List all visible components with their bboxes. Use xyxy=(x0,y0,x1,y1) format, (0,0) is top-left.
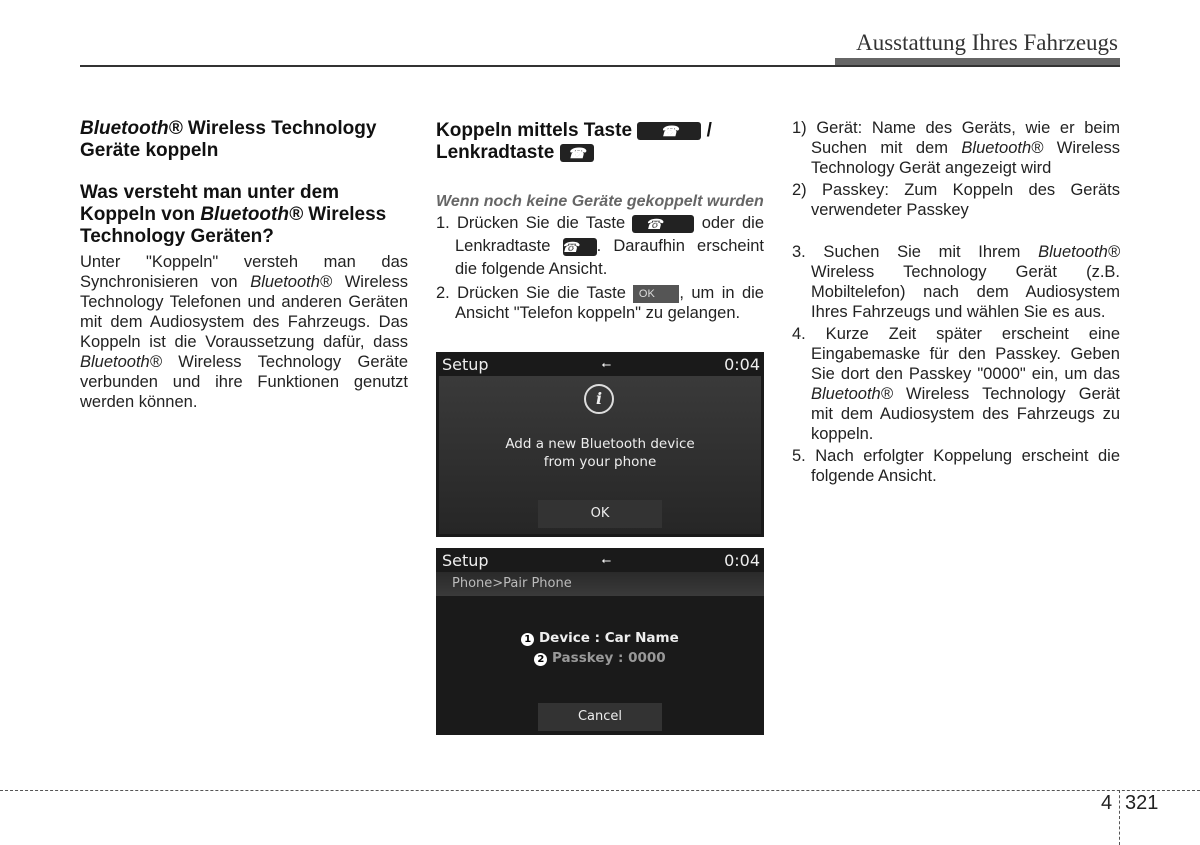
step-5: 5. Nach erfolgter Koppelung erscheint die folgende Ansicht. xyxy=(792,447,1120,485)
paragraph-pairing: Unter "Koppeln" versteh man das Synchronisieren von Bluetooth® Wireless Technology Telefonen und anderen Geräten mit dem Audiosystem des Fahrzeugs. Das Koppeln ist die Voraussetzung dafür, dass Bluetooth® Wireless Technology Geräte verbunden und ihre Funktionen genutzt werden können. xyxy=(80,253,408,411)
step-3: 3. Suchen Sie mit Ihrem Bluetooth® Wireless Technology Gerät (z.B. Mobiltelefon) nach dem Audiosystem Ihres Fahrzeugs und wählen Sie es aus. xyxy=(792,243,1120,321)
right-column xyxy=(792,118,1120,488)
step-4: 4. Kurze Zeit später erscheint eine Eingabemaske für den Passkey. Geben Sie dort den Passkey "0000" ein, um das Bluetooth® Wireless Technology Gerät mit dem Audiosystem des Fahrzeugs zu koppeln. xyxy=(792,325,1120,443)
footer-rule xyxy=(0,790,1200,791)
screen-time: 0:04 xyxy=(724,550,760,570)
steering-phone-key-icon: ☎ xyxy=(560,144,594,162)
phone-key-icon: ☎ xyxy=(637,122,701,140)
usb-icon: ⭠ xyxy=(601,552,612,567)
note-1: 1) Gerät: Name des Geräts, wie er beim Suchen mit dem Bluetooth® Wireless Technology Gerät angezeigt wird xyxy=(792,119,1120,177)
screen-title: Setup xyxy=(442,354,489,374)
subheading-no-devices: Wenn noch keine Geräte gekoppelt wurden xyxy=(436,193,764,210)
header-rule xyxy=(80,65,1120,67)
pairing-info: 1 Device : Car Name 2 Passkey : 0000 xyxy=(436,628,764,668)
marker-1: 1 xyxy=(521,633,534,646)
info-icon: i xyxy=(584,384,614,414)
step-1: 1. Drücken Sie die Taste ☎ oder die Lenkradtaste ☎ . Daraufhin erscheint die folgende Ansicht. xyxy=(436,214,765,278)
steering-phone-key-icon: ☎ xyxy=(563,238,597,256)
add-device-message: Add a new Bluetooth device from your phone xyxy=(505,436,695,470)
ok-button[interactable]: OK xyxy=(538,500,662,528)
ok-key-icon: OK xyxy=(633,285,679,303)
cancel-button[interactable]: Cancel xyxy=(538,703,662,731)
usb-icon: ⭠ xyxy=(601,356,612,371)
middle-column xyxy=(436,120,764,325)
screen-pair-phone xyxy=(436,548,764,735)
note-2: 2) Passkey: Zum Koppeln des Geräts verwendeter Passkey xyxy=(792,181,1120,219)
heading-what-is-pairing: Was versteht man unter dem Koppeln von Bluetooth® Wireless Technology Geräten? xyxy=(80,182,387,247)
page-number: 321 xyxy=(1125,792,1159,814)
chapter-number: 4 xyxy=(1101,792,1113,814)
phone-key-icon: ☎ xyxy=(632,215,694,233)
screen-time: 0:04 xyxy=(724,354,760,374)
heading-pairing: Bluetooth® Wireless Technology Geräte koppeln xyxy=(80,118,377,161)
left-column xyxy=(80,118,408,412)
screen-add-device xyxy=(436,352,764,537)
step-2: 2. Drücken Sie die Taste OK , um in die Ansicht "Telefon koppeln" zu gelangen. xyxy=(436,284,764,322)
section-title: Ausstattung Ihres Fahrzeugs xyxy=(856,30,1118,55)
footer-separator xyxy=(1119,790,1120,845)
breadcrumb: Phone>Pair Phone xyxy=(436,572,764,596)
marker-2: 2 xyxy=(534,653,547,666)
heading-pair-by-key: Koppeln mittels Taste ☎ / Lenkradtaste ☎ xyxy=(436,120,712,163)
screen-title: Setup xyxy=(442,550,489,570)
